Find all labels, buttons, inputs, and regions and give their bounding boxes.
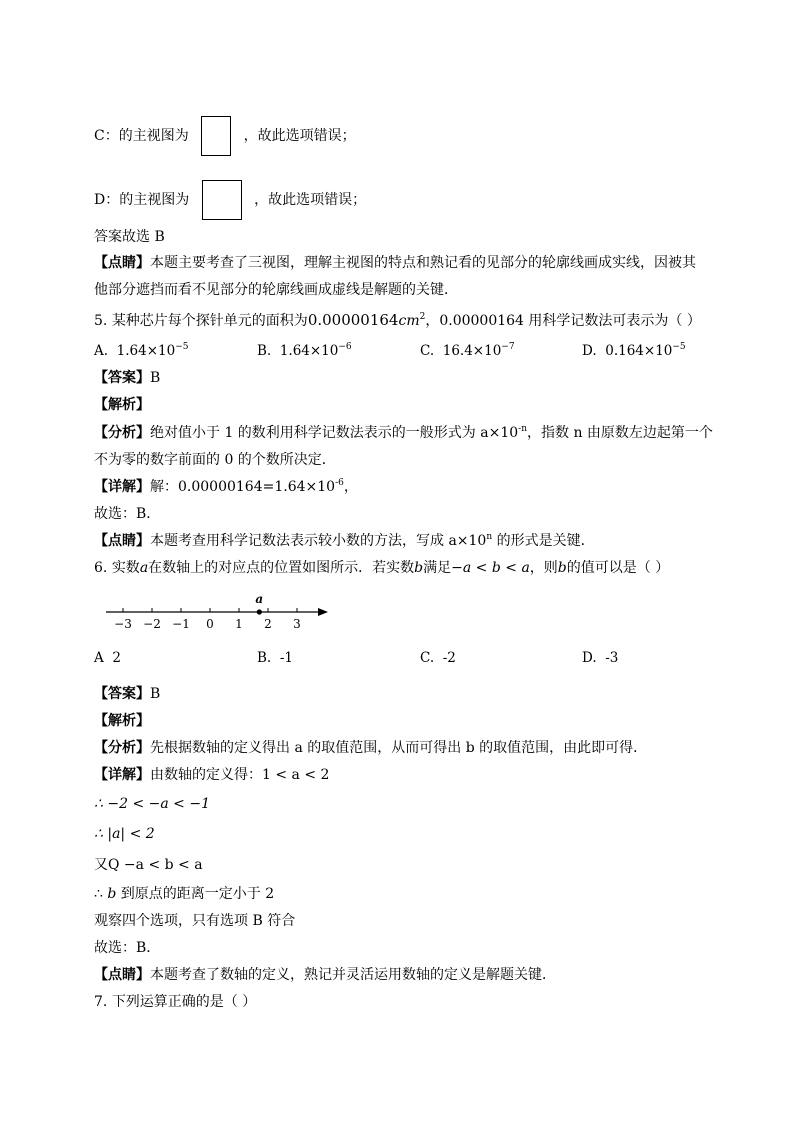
q6-xiangjie: 【详解】由数轴的定义得：1 < a < 2 — [94, 767, 330, 783]
axis-tick-label: 2 — [264, 617, 272, 630]
q5-option-c: C. $16.4\times 10^{-7}$ — [420, 342, 515, 359]
q5-analysis-heading: 【解析】 — [94, 397, 150, 413]
q6-step-2: ∴ |a| < 2 — [94, 826, 155, 842]
option-d-explanation: D：的主视图为 ，故此选项错误； — [94, 180, 366, 220]
q6-option-a: A 2 — [94, 650, 121, 666]
q5-fenxi: 【分析】绝对值小于 1 的数利用科学记数法表示的一般形式为 $a\times 10^{-n}$，指数 n 由原数左边起第一个 — [94, 424, 713, 441]
q6-stem: 6. 实数a在数轴上的对应点的位置如图所示．若实数b满足−a < b < a，则b的值可以是（ ） — [94, 560, 670, 576]
q6-option-b: B. -1 — [257, 650, 293, 666]
q6-step-5: 观察四个选项，只有选项 B 符合 — [94, 913, 296, 929]
q6-answer: 【答案】B — [94, 686, 161, 702]
q6-analysis-heading: 【解析】 — [94, 713, 150, 729]
q4-comment: 【点睛】本题主要考查了三视图，理解主视图的特点和熟记看的见部分的轮廓线画成实线，因被其 — [94, 255, 696, 271]
axis-tick-label: 1 — [235, 617, 243, 630]
q5-dianjing: 【点睛】本题考查用科学记数法表示较小数的方法，写成 $a\times 10^n$ 的形式是关键． — [94, 532, 595, 549]
q4-comment-cont: 他部分遮挡而看不见部分的轮廓线画成虚线是解题的关键． — [94, 282, 458, 298]
q6-dianjing: 【点睛】本题考查了数轴的定义，熟记并灵活运用数轴的定义是解题关键． — [94, 967, 556, 983]
q5-conclusion: 故选：B． — [94, 506, 161, 522]
axis-tick-label: −1 — [172, 617, 190, 630]
q7-stem: 7. 下列运算正确的是（ ） — [94, 994, 257, 1010]
point-a-label: a — [255, 592, 264, 606]
front-view-c-square — [201, 116, 231, 156]
q5-option-d: D. $0.164\times 10^{-5}$ — [582, 342, 686, 359]
q5-answer: 【答案】B — [94, 370, 161, 386]
q5-stem: 5. 某种芯片每个探针单元的面积为$0.00000164cm^2$，0.00000164 用科学记数法可表示为（ ） — [94, 311, 701, 329]
q6-step-1: ∴ −2 < −a < −1 — [94, 796, 210, 812]
axis-tick-label: 3 — [293, 617, 301, 630]
q6-step-4: ∴ b 到原点的距离一定小于 2 — [94, 886, 275, 902]
q5-xiangjie: 【详解】解：$0.00000164=1.64\times 10^{-6}$， — [94, 478, 358, 495]
q6-conclusion: 故选：B． — [94, 940, 161, 956]
q6-fenxi: 【分析】先根据数轴的定义得出 a 的取值范围，从而可得出 b 的取值范围，由此即可得． — [94, 740, 648, 756]
axis-tick-label: −3 — [114, 617, 132, 630]
axis-tick-label: 0 — [206, 617, 214, 630]
axis-tick-label: −2 — [143, 617, 161, 630]
arrow-right-icon — [318, 608, 328, 616]
q5-fenxi-cont: 不为零的数字前面的 0 的个数所决定． — [94, 452, 336, 468]
q5-option-b: B. $1.64\times 10^{-6}$ — [257, 342, 352, 359]
q6-step-3: 又Q −a < b < a — [94, 857, 203, 873]
q6-option-c: C. -2 — [420, 650, 456, 666]
front-view-d-square — [202, 180, 242, 220]
q6-option-d: D. -3 — [582, 650, 619, 666]
q4-answer-note: 答案故选 B — [94, 229, 165, 245]
q5-option-a: A. $1.64\times 10^{-5}$ — [94, 342, 189, 359]
number-line-figure — [100, 588, 340, 630]
point-a-dot — [257, 609, 262, 614]
option-c-explanation: C：的主视图为 ，故此选项错误； — [94, 116, 356, 156]
